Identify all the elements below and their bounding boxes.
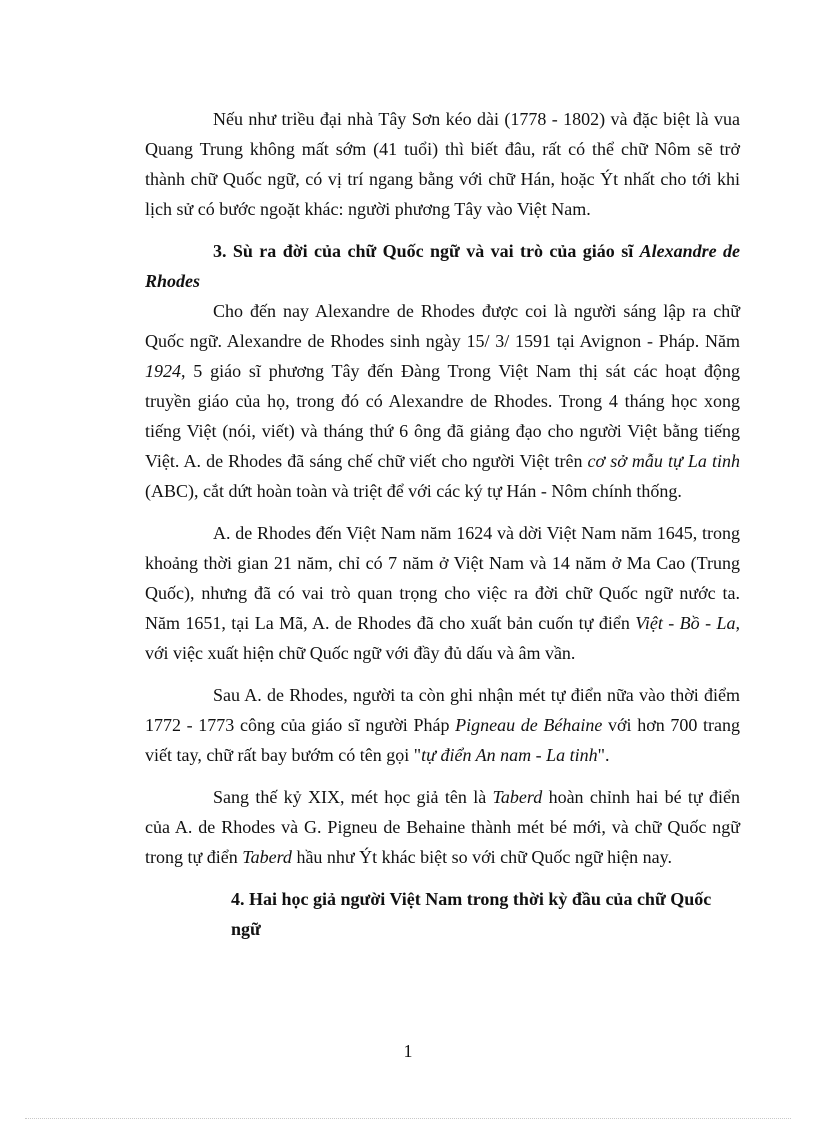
p5-part-2: hoàn chỉnh hai bé tự điển của A. de Rhodes và G. Pigneu de Behaine thành mét bé mới, và chữ Quốc ngữ trong tự điển	[145, 787, 740, 867]
p4-title: tự điển An nam - La tinh	[421, 745, 598, 765]
paragraph-taberd	[145, 782, 740, 872]
p3-part-1: A. de Rhodes đến Việt Nam năm 1624 và dời Việt Nam năm 1645, trong khoảng thời gian 21 năm, chỉ có 7 năm ở Việt Nam và 14 năm ở Ma Cao (Trung Quốc), nhưng đã có vai trò quan trọng cho việc ra đời chữ Quốc ngữ nước ta. Năm 1651, tại La Mã, A. de Rhodes đã cho xuất bản cuốn tự điển	[145, 523, 740, 633]
paragraph-rhodes-founder	[145, 296, 740, 506]
paragraph-pigneau	[145, 680, 740, 770]
p5-taberd-1: Taberd	[492, 787, 543, 807]
heading-3-text: 3. Sù ra đời của chữ Quốc ngữ và vai trò của giáo sĩ	[213, 241, 640, 261]
p5-part-3: hầu như Ýt khác biệt so với chữ Quốc ngữ hiện nay.	[291, 847, 672, 867]
paragraph-tay-son: Nếu như triều đại nhà Tây Sơn kéo dài (1778 - 1802) và đặc biệt là vua Quang Trung không mất sớm (41 tuổi) thì biết đâu, rất có thể chữ Nôm sẽ trở thành chữ Quốc ngữ, có vị trí ngang bằng với chữ Hán, hoặc Ýt nhất cho tới khi lịch sử có bước ngoặt khác: người phương Tây vào Việt Nam.	[145, 109, 740, 219]
heading-3-name: Alexandre de Rhodes	[145, 241, 740, 291]
p2-part-3: (ABC), cắt dứt hoàn toàn và triệt để với các ký tự Hán - Nôm chính thống.	[145, 481, 682, 501]
p2-year: 1924	[145, 361, 181, 381]
page-bottom-divider	[25, 1118, 791, 1119]
page-number: 1	[403, 1041, 413, 1061]
heading-section-3	[145, 236, 740, 296]
p5-taberd-2: Taberd	[242, 847, 292, 867]
p4-part-1: Sau A. de Rhodes, người ta còn ghi nhận mét tự điển nữa vào thời điểm 1772 - 1773 công của giáo sĩ người Pháp	[145, 685, 740, 735]
p4-part-2: với hơn 700 trang viết tay, chữ rất bay bướm có tên gọi "	[145, 715, 741, 765]
p2-part-1: Cho đến nay Alexandre de Rhodes được coi là người sáng lập ra chữ Quốc ngữ. Alexandre de Rhodes sinh ngày 15/ 3/ 1591 tại Avignon - Pháp. Năm	[145, 301, 740, 351]
p3-dictionary: Việt - Bồ - La,	[635, 613, 740, 633]
paragraph-rhodes-dictionary	[145, 518, 740, 668]
p5-part-1: Sang thế kỷ XIX, mét học giả tên là	[213, 787, 493, 807]
p4-part-3: ".	[597, 745, 610, 765]
p2-part-2: , 5 giáo sĩ phương Tây đến Đàng Trong Việt Nam thị sát các hoạt động truyền giáo của họ, trong đó có Alexandre de Rhodes. Trong 4 tháng học xong tiếng Việt (nói, viết) và tháng thứ 6 ông đã giảng đạo cho người Việt bằng tiếng Việt. A. de Rhodes đã sáng chế chữ viết cho người Việt trên	[145, 361, 740, 471]
heading-section-4: 4. Hai học giả người Việt Nam trong thời kỳ đầu của chữ Quốc ngữ	[231, 889, 712, 939]
p4-author: Pigneau de Béhaine	[455, 715, 603, 735]
p3-part-2: với việc xuất hiện chữ Quốc ngữ với đầy đủ dấu và âm vần.	[145, 643, 576, 663]
document-body	[145, 104, 740, 944]
p2-basis: cơ sở mẫu tự La tinh	[587, 451, 740, 471]
